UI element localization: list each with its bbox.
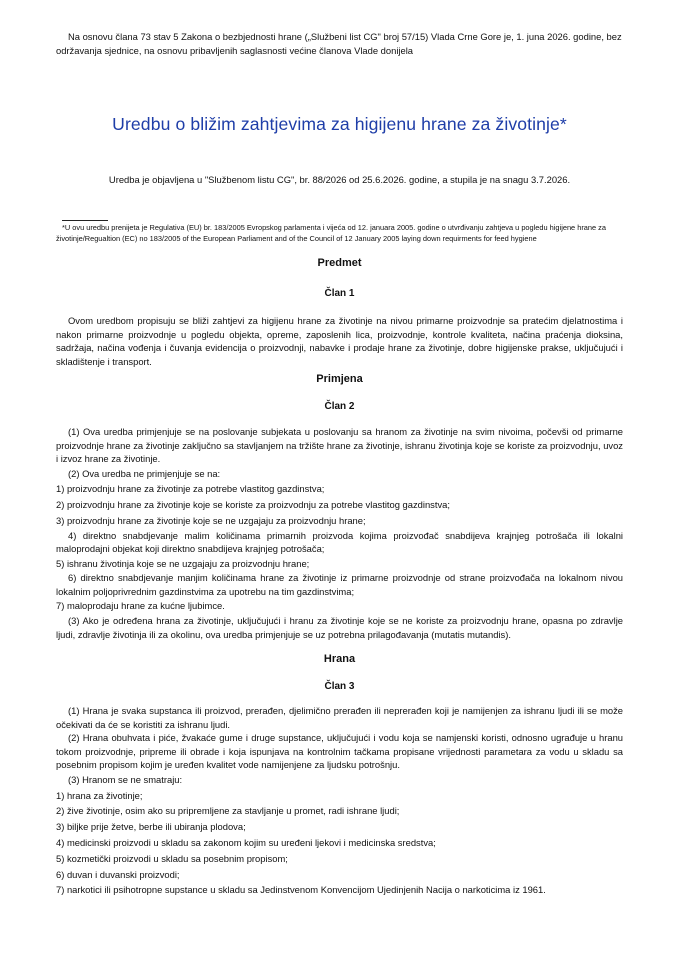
article-3-paragraph-3: (3) Hranom se ne smatraju: [68, 773, 183, 785]
section-heading-primjena: Primjena [316, 373, 363, 385]
article-3-item-5: 5) kozmetički proizvodi u skladu sa posebnim propisom; [56, 852, 288, 864]
article-2-item-5: 5) ishranu životinja koje se ne uzgajaju za proizvodnju hrane; [56, 557, 310, 569]
footnote: *U ovu uredbu prenijeta je Regulativa (EU) br. 183/2005 Evropskog parlamenta i vijeća od 12. januara 2005. godine o utvrđivanju zahtjeva u pogledu higijene hrane za životinje/Regualtion (EC) no 183/2005 of the European Parliament and of the Council of 12 January 2005 laying down requirments for feed hygiene [56, 223, 606, 243]
section-heading-hrana: Hrana [323, 653, 356, 666]
article-2-heading: Član 2 [324, 401, 355, 412]
article-3-item-4: 4) medicinski proizvodi u skladu sa zakonom kojim su uređeni ljekovi i medicinska sredstva; [56, 836, 436, 848]
article-3-item-6: 6) duvan i duvanski proizvodi; [56, 868, 180, 880]
article-2-item-2: 2) proizvodnju hrane za životinje koje se koriste za proizvodnju za potrebe vlastitog gazdinstva; [56, 499, 450, 511]
footnote-divider [62, 220, 108, 221]
article-2-paragraph-1: (1) Ova uredba primjenjuje se na poslovanje subjekata u poslovanju sa hranom za životinje na svim nivoima, počevši od primarne proizvodnje hrane za životinje zaključno sa stavljanjem na tržište hrane za životinje, ishranu životinja koje se koriste za proizvodnju, uvoz i izvoz hrane za životinje. [56, 426, 623, 464]
article-3-paragraph-2: (2) Hrana obuhvata i piće, žvakaće gume i druge supstance, uključujući i vodu koja se namjenski koristi, odnosno ugrađuje u hranu tokom proizvodnje, pripreme ili obrade i koja ispunjava na kontrolnim tačkama propisane vrijednosti parametara za vodu u skladu sa posebnim propisom kojim je uređen kvalitet vode namijenjene za ljudsku potrošnju. [56, 732, 623, 771]
article-1-heading: Član 1 [324, 288, 355, 299]
article-2-item-3: 3) proizvodnju hrane za životinje koje se ne uzgajaju za proizvodnju hrane; [56, 514, 366, 526]
article-1-text: Ovom uredbom propisuju se bliži zahtjevi za higijenu hrane za životinje na nivou primarne proizvodnje sa pratećim djelatnostima i nakon primarne proizvodnje u pogledu objekta, opreme, zaposlenih lica, proizvodnje, kontrole kvaliteta, načina praćenja dioksina, sadržaja, načina vođenja i čuvanja evidencija o proizvodnji, nabavke i prodaje hrane za životinje, dobre higijenske prakse, uključujući i skladištenje i transport. [56, 315, 623, 367]
article-3-item-2: 2) žive životinje, osim ako su pripremljene za stavljanje u promet, radi ishrane ljudi; [56, 805, 400, 817]
article-2-item-4: 4) direktno snabdjevanje malim količinama primarnih proizvoda kojima proizvođač snabdijeva krajnjeg potrošača ili lokalni maloprodajni objekat koji direktno snabdijeva krajnjeg potrošača; [56, 529, 623, 555]
article-3-item-1: 1) hrana za životinje; [56, 789, 143, 801]
article-3-item-7: 7) narkotici ili psihotropne supstance u skladu sa Jedinstvenom Konvencijom Ujedinjenih Nacija o narkoticima iz 1961. [56, 884, 546, 896]
article-2-item-6: 6) direktno snabdjevanje manjim količinama hrane za životinje iz primarne proizvodnje od strane proizvođača na lokalnom nivou lokalnim poljoprivrednim gazdinstvima za upotrebu na tim gazdinstvima; [56, 572, 623, 597]
article-3-item-3: 3) biljke prije žetve, berbe ili ubiranja plodova; [56, 821, 246, 833]
preamble: Na osnovu člana 73 stav 5 Zakona o bezbjednosti hrane („Službeni list CG" broj 57/15) Vlada Crne Gore je, 1. juna 2026. godine, bez održavanja sjednice, na osnovu pribavljenih saglasnosti većine članova Vlade donijela [56, 31, 622, 56]
publication-note: Uredba je objavljena u "Službenom listu CG", br. 88/2026 od 25.6.2026. godine, a stupila je na snagu 3.7.2026. [108, 174, 571, 185]
article-2-paragraph-2: (2) Ova uredba ne primjenjuje se na: [68, 467, 221, 479]
article-2-item-7: 7) maloprodaju hrane za kućne ljubimce. [56, 600, 225, 612]
section-heading-predmet: Predmet [317, 257, 362, 269]
document-title: Uredbu o bližim zahtjevima za higijenu hrane za životinje* [112, 114, 567, 134]
article-2-paragraph-3: (3) Ako je određena hrana za životinje, uključujući i hranu za životinje koje se ne koriste za proizvodnju hrane, opasna po zdravlje ljudi, zdravlje životinja ili za okolinu, ova uredba primjenjuje se uz potrebna prilagođavanja (mutatis mutandis). [56, 615, 623, 640]
article-3-heading: Član 3 [324, 681, 355, 693]
article-2-item-1: 1) proizvodnju hrane za životinje za potrebe vlastitog gazdinstva; [56, 483, 325, 495]
article-3-paragraph-1: (1) Hrana je svaka supstanca ili proizvod, prerađen, djelimično prerađen ili neprerađen koji je namijenjen za ishranu ljudi ili se može očekivati da će se koristiti za ishranu ljudi. [56, 705, 623, 730]
